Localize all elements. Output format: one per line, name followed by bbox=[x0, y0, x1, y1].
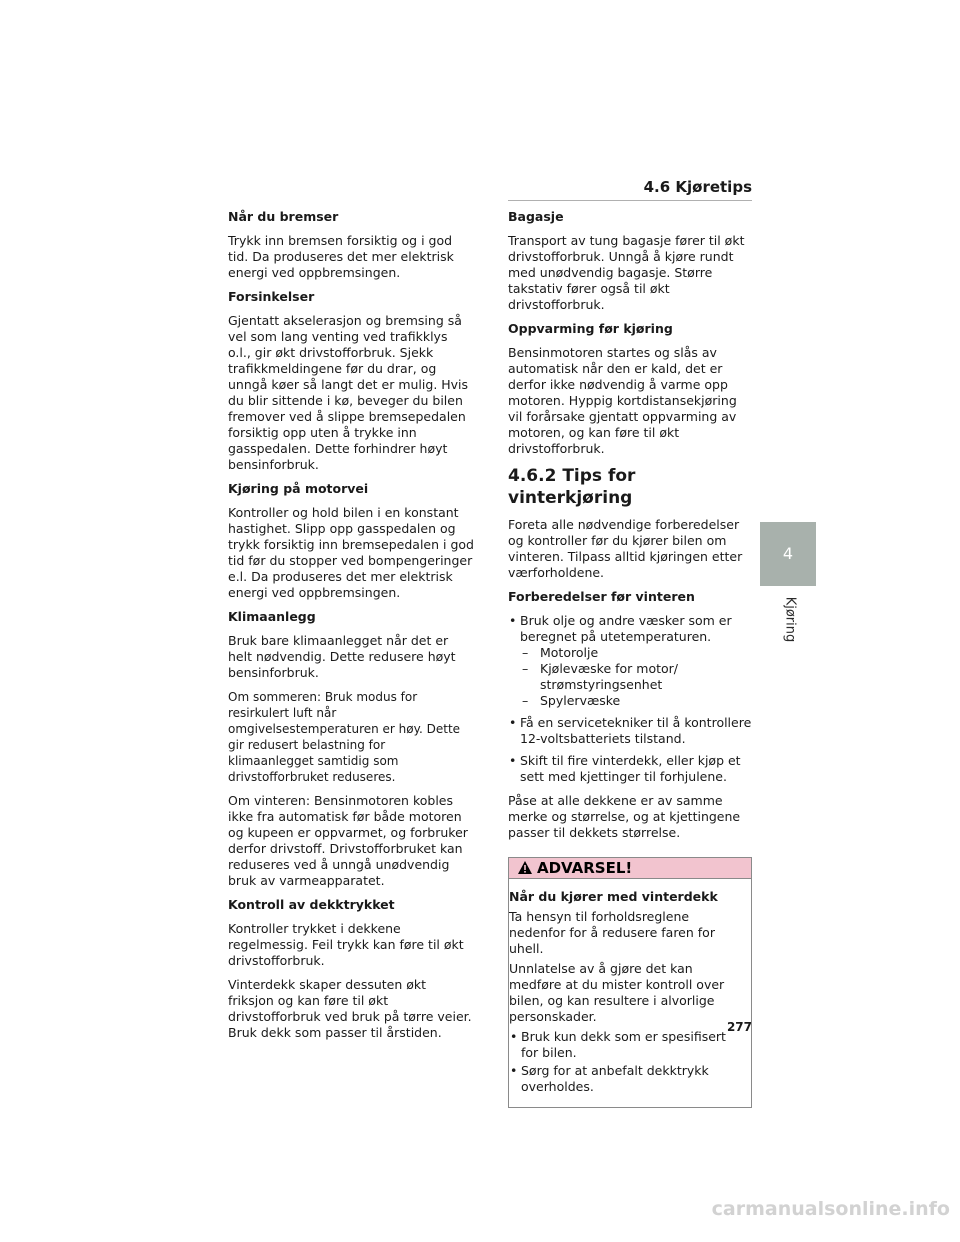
paragraph-climate: Bruk bare klimaanlegget når det er helt nødvendig. Dette redusere høyt bensinforbruk. bbox=[228, 633, 456, 680]
section-title-winter: 4.6.2 Tips for vinterkjøring bbox=[508, 466, 636, 508]
preparations-list bbox=[508, 613, 752, 785]
warning-paragraph: Unnlatelse av å gjøre det kan medføre at du mister kontroll over bilen, og kan resultere i alvorlige personskader. bbox=[509, 961, 725, 1024]
heading-preparations: Forberedelser før vinteren bbox=[508, 589, 695, 604]
warning-heading: Når du kjører med vinterdekk bbox=[509, 889, 718, 904]
list-item: • Få en servicetekniker til å kontrollere 12-voltsbatteriets tilstand. bbox=[508, 715, 752, 747]
paragraph-motorway: Kontroller og hold bilen i en konstant hastighet. Slipp opp gasspedalen og trykk forsiktig inn bremsepedalen i god tid før du stopper ved bompengeringer e.l. Da produseres det mer elektrisk energi ved oppbremsingen. bbox=[228, 505, 474, 600]
paragraph-luggage: Transport av tung bagasje fører til økt drivstofforbruk. Unngå å kjøre rundt med unødvendig bagasje. Større takstativ fører også til økt drivstofforbruk. bbox=[508, 233, 745, 312]
header-divider bbox=[508, 200, 752, 201]
list-item: • Sørg for at anbefalt dekktrykk overholdes. bbox=[509, 1063, 743, 1095]
right-column bbox=[508, 209, 752, 1108]
heading-warmup: Oppvarming før kjøring bbox=[508, 321, 673, 336]
warning-triangle-icon bbox=[517, 860, 533, 875]
heading-tire-pressure: Kontroll av dekktrykket bbox=[228, 897, 395, 912]
watermark: carmanualsonline.info bbox=[711, 1198, 950, 1220]
paragraph-winter-intro: Foreta alle nødvendige forberedelser og kontroller før du kjører bilen om vinteren. Tilpass alltid kjøringen etter værforholdene. bbox=[508, 517, 743, 580]
chapter-label bbox=[780, 592, 800, 652]
paragraph-tire-pressure: Kontroller trykket i dekkene regelmessig. Feil trykk kan føre til økt drivstofforbruk. bbox=[228, 921, 464, 968]
paragraph-delays: Gjentatt akselerasjon og bremsing så vel som lang venting ved trafikklys o.l., gir økt drivstofforbruk. Sjekk trafikkmeldingene før du drar, og unngå køer så langt det er mulig. Hvis du blir sittende i kø, beveger du bilen fremover ved å slippe bremsepedalen forsiktig opp uten å trykke inn gasspedalen. Dette forhindrer høyt bensinforbruk. bbox=[228, 313, 469, 472]
page-number: 277 bbox=[726, 1020, 752, 1034]
warning-paragraph: Ta hensyn til forholdsreglene nedenfor for å redusere faren for uhell. bbox=[509, 909, 715, 956]
section-header: 4.6 Kjøretips bbox=[643, 178, 752, 196]
warning-label: ADVARSEL! bbox=[537, 859, 633, 877]
heading-luggage: Bagasje bbox=[508, 209, 564, 224]
sublist-item: – Spylervæske bbox=[520, 693, 752, 709]
paragraph-braking: Trykk inn bremsen forsiktig og i god tid. Da produseres det mer elektrisk energi ved oppbremsingen. bbox=[228, 233, 454, 280]
paragraph-summer: Om sommeren: Bruk modus for resirkulert luft når omgivelsestemperaturen er høy. Dette gir redusert belastning for klimaanlegget samtidig som drivstofforbruket reduseres. bbox=[228, 690, 461, 784]
sublist-item: – Motorolje bbox=[520, 645, 752, 661]
paragraph-winter-tires: Vinterdekk skaper dessuten økt friksjon og kan føre til økt drivstofforbruk ved bruk på tørre veier. Bruk dekk som passer til årstiden. bbox=[228, 977, 472, 1040]
paragraph-tire-match: Påse at alle dekkene er av samme merke og størrelse, og at kjettingene passer til dekkets størrelse. bbox=[508, 793, 741, 840]
list-item: • Skift til fire vinterdekk, eller kjøp et sett med kjettinger til forhjulene. bbox=[508, 753, 752, 785]
heading-climate: Klimaanlegg bbox=[228, 609, 316, 624]
list-item-text: Bruk olje og andre væsker som er beregnet på utetemperaturen. bbox=[520, 613, 732, 644]
warning-header bbox=[509, 858, 751, 879]
heading-motorway: Kjøring på motorvei bbox=[228, 481, 369, 496]
paragraph-winter: Om vinteren: Bensinmotoren kobles ikke fra automatisk før både motoren og kupeen er oppvarmet, og forbruker derfor drivstoff. Drivstofforbruket kan reduseres ved å unngå unødvendig bruk av varmeapparatet. bbox=[228, 793, 468, 888]
list-item: • Bruk kun dekk som er spesifisert for bilen. bbox=[509, 1029, 743, 1061]
chapter-tab: 4 bbox=[760, 522, 816, 586]
heading-delays: Forsinkelser bbox=[228, 289, 315, 304]
heading-braking: Når du bremser bbox=[228, 209, 339, 224]
paragraph-warmup: Bensinmotoren startes og slås av automatisk når den er kald, det er derfor ikke nødvendig å varme opp motoren. Hyppig kortdistansekjøring vil forårsake gjentatt oppvarming av motoren, og kan føre til økt drivstofforbruk. bbox=[508, 345, 737, 456]
warning-list bbox=[509, 1029, 743, 1095]
fluid-sublist bbox=[520, 645, 752, 709]
sublist-item: – Kjølevæske for motor/ strømstyringsenhet bbox=[520, 661, 752, 693]
left-column bbox=[228, 209, 474, 1049]
chapter-label-text: Kjøring bbox=[782, 596, 798, 643]
warning-box bbox=[508, 857, 752, 1108]
list-item bbox=[508, 613, 752, 709]
warning-body bbox=[509, 879, 751, 1107]
